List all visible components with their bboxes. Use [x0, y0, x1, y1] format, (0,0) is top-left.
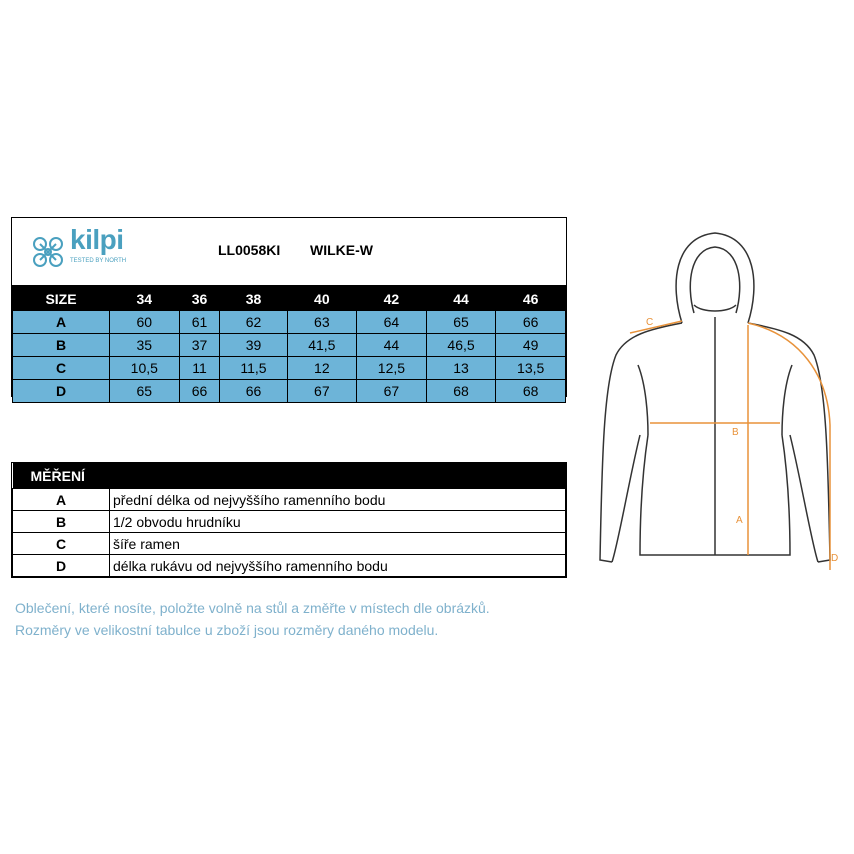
row-label: B [13, 334, 110, 357]
jacket-outline [600, 233, 830, 562]
measurement-legend [11, 462, 567, 578]
size-cell: 65 [426, 311, 496, 334]
arrow-c [630, 321, 682, 333]
size-row [13, 380, 566, 403]
size-cell: 39 [220, 334, 287, 357]
jacket-diagram-icon [590, 225, 840, 585]
size-row [13, 311, 566, 334]
size-chart [11, 217, 567, 397]
size-header-cell: 40 [287, 287, 357, 311]
size-header-cell: SIZE [13, 287, 110, 311]
measurement-row [13, 489, 566, 511]
size-cell: 63 [287, 311, 357, 334]
size-header-cell: 46 [496, 287, 566, 311]
measurement-table [12, 463, 566, 577]
measurement-key: B [13, 511, 110, 533]
brand-tagline: TESTED BY NORTH [70, 258, 127, 264]
row-label: A [13, 311, 110, 334]
label-b: B [732, 427, 739, 438]
size-cell: 60 [110, 311, 180, 334]
size-cell: 66 [496, 311, 566, 334]
label-c: C [646, 317, 654, 328]
size-cell: 11,5 [220, 357, 287, 380]
size-cell: 65 [110, 380, 180, 403]
size-cell: 46,5 [426, 334, 496, 357]
size-header-row [13, 287, 566, 311]
size-cell: 67 [357, 380, 427, 403]
measurement-row [13, 533, 566, 555]
size-cell: 64 [357, 311, 427, 334]
size-cell: 41,5 [287, 334, 357, 357]
size-cell: 11 [179, 357, 220, 380]
measurement-row [13, 511, 566, 533]
product-name: WILKE-W [310, 242, 373, 258]
measurement-key: C [13, 533, 110, 555]
measurement-key: A [13, 489, 110, 511]
size-cell: 49 [496, 334, 566, 357]
measurement-desc: přední délka od nejvyššího ramenního bodu [110, 489, 566, 511]
brand-name: kilpi [70, 224, 124, 255]
size-cell: 66 [179, 380, 220, 403]
row-label: C [13, 357, 110, 380]
measurement-desc: délka rukávu od nejvyššího ramenního bodu [110, 555, 566, 577]
size-cell: 35 [110, 334, 180, 357]
size-cell: 13,5 [496, 357, 566, 380]
size-row [13, 357, 566, 380]
size-cell: 10,5 [110, 357, 180, 380]
measure-arrows [630, 321, 830, 570]
label-d: D [831, 553, 839, 564]
size-cell: 12 [287, 357, 357, 380]
brand-header [12, 218, 566, 286]
size-cell: 13 [426, 357, 496, 380]
size-cell: 44 [357, 334, 427, 357]
label-a: A [736, 515, 743, 526]
size-table [12, 286, 566, 403]
size-cell: 37 [179, 334, 220, 357]
size-header-cell: 42 [357, 287, 427, 311]
size-cell: 68 [426, 380, 496, 403]
size-cell: 68 [496, 380, 566, 403]
size-cell: 67 [287, 380, 357, 403]
measurement-desc: šíře ramen [110, 533, 566, 555]
measurement-row [13, 555, 566, 577]
size-header-cell: 36 [179, 287, 220, 311]
size-cell: 66 [220, 380, 287, 403]
arrow-d [748, 323, 830, 570]
row-label: D [13, 380, 110, 403]
measurement-header: MĚŘENÍ [13, 463, 566, 489]
instruction-note: Rozměry ve velikostní tabulce u zboží jsou rozměry daného modelu. [15, 622, 439, 638]
size-header-cell: 44 [426, 287, 496, 311]
size-cell: 62 [220, 311, 287, 334]
instruction-note: Oblečení, které nosíte, položte volně na stůl a změřte v místech dle obrázků. [15, 600, 490, 616]
size-header-cell: 34 [110, 287, 180, 311]
measurement-key: D [13, 555, 110, 577]
size-header-cell: 38 [220, 287, 287, 311]
product-code: LL0058KI [218, 242, 281, 258]
size-cell: 61 [179, 311, 220, 334]
size-row [13, 334, 566, 357]
size-cell: 12,5 [357, 357, 427, 380]
measurement-desc: 1/2 obvodu hrudníku [110, 511, 566, 533]
